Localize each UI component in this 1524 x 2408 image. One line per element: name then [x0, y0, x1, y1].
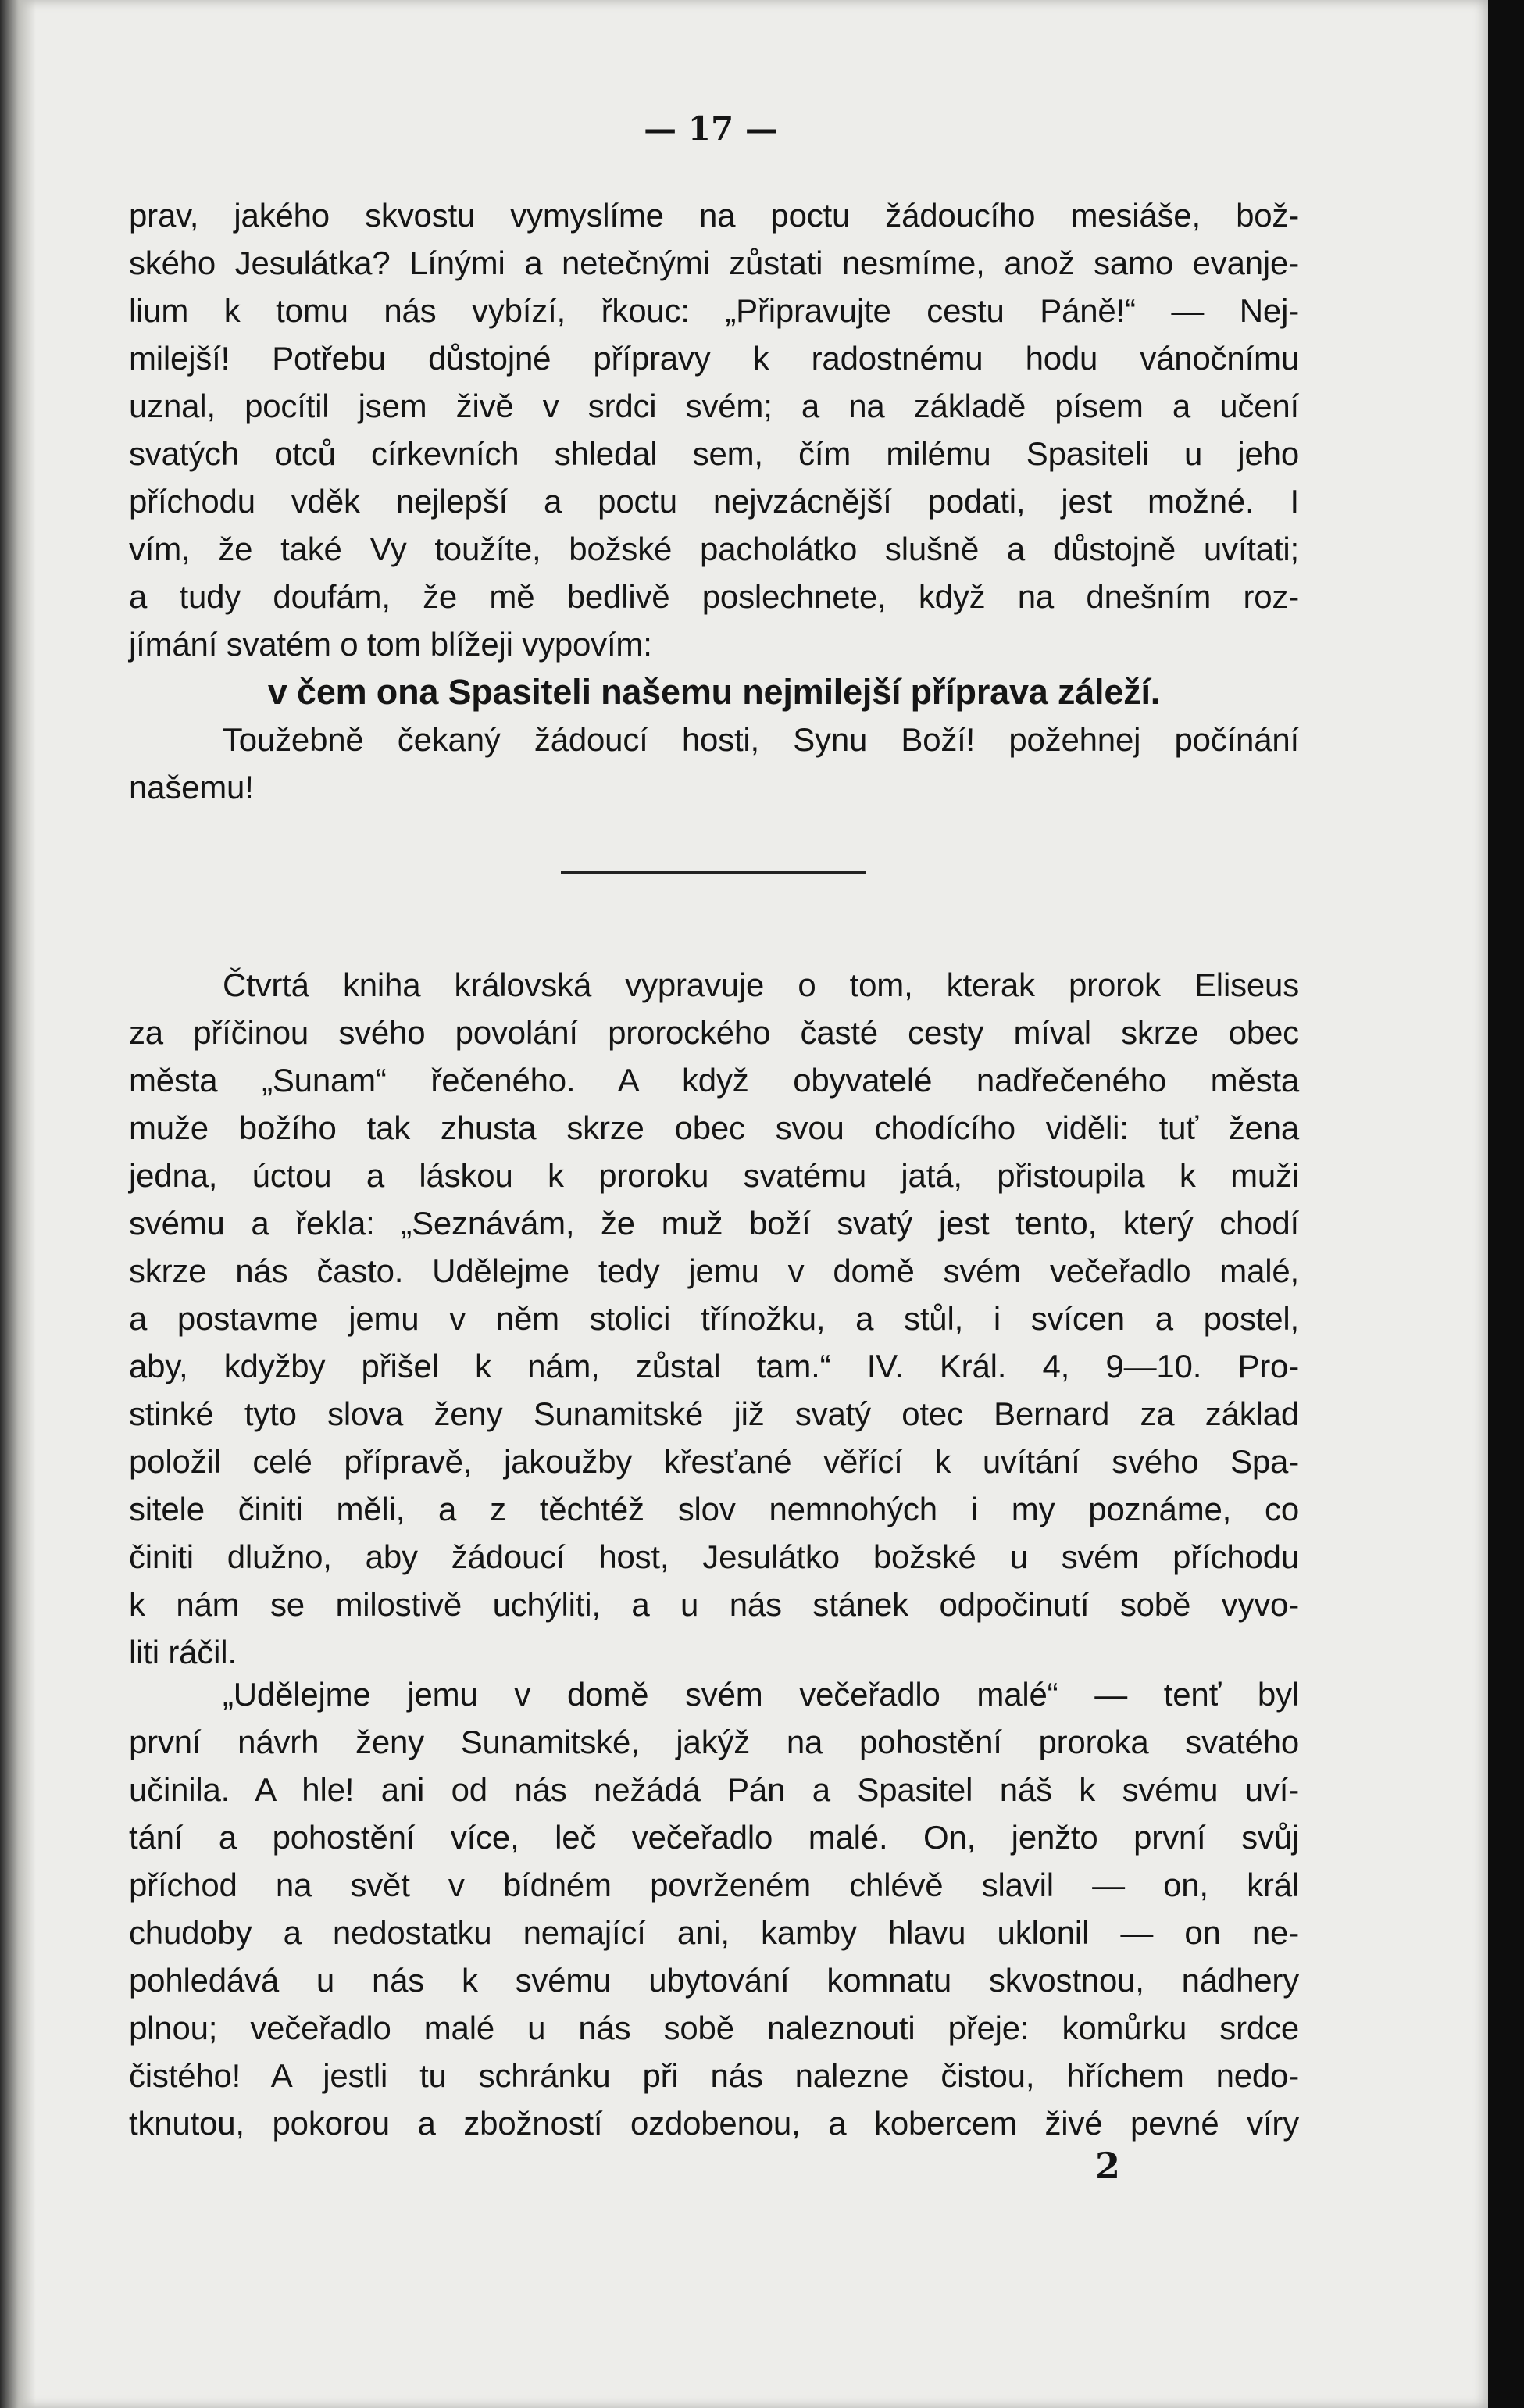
page-number: — 17 —: [644, 109, 778, 148]
text-line: jedna, úctou a láskou k proroku svatému jatá, přistoupila k muži: [129, 1157, 1299, 1194]
text-line: města „Sunam“ řečeného. A když obyvatelé nadřečeného města: [129, 1062, 1299, 1099]
text-line: a tudy doufám, že mě bedlivě poslechnete, když na dnešním roz-: [129, 578, 1299, 615]
text-line: učinila. A hle! ani od nás nežádá Pán a Spasitel náš k svému uví-: [129, 1771, 1299, 1808]
text-line: Čtvrtá kniha královská vypravuje o tom, kterak prorok Eliseus: [223, 966, 1299, 1003]
text-line: první návrh ženy Sunamitské, jakýž na pohostění proroka svatého: [129, 1724, 1299, 1760]
text-line: aby, kdyžby přišel k nám, zůstal tam.“ IV. Král. 4, 9—10. Pro-: [129, 1348, 1299, 1384]
text-line: ského Jesulátka? Línými a netečnými zůstati nesmíme, anož samo evanje-: [129, 245, 1299, 281]
text-line: svému a řekla: „Seznávám, že muž boží svatý jest tento, který chodí: [129, 1205, 1299, 1242]
text-line: liti ráčil.: [129, 1634, 237, 1670]
third-paragraph: [129, 1670, 1299, 2147]
section-divider: [561, 871, 866, 874]
text-line: lium k tomu nás vybízí, řkouc: „Připravujte cestu Páně!“ — Nej-: [129, 292, 1299, 329]
text-line: čistého! A jestli tu schránku při nás nalezne čistou, hříchem nedo-: [129, 2057, 1299, 2094]
section-heading: v čem ona Spasiteli našemu nejmilejší příprava záleží.: [267, 672, 1161, 712]
text-line: plnou; večeřadlo malé u nás sobě naleznouti přeje: komůrku srdce: [129, 2010, 1299, 2046]
text-line: tání a pohostění více, leč večeřadlo malé. On, jenžto první svůj: [129, 1819, 1299, 1856]
text-line: sitele činiti měli, a z těchtéž slov nemnohých i my poznáme, co: [129, 1491, 1299, 1527]
prayer-line: Toužebně čekaný žádoucí hosti, Synu Boží! požehnej počínání: [223, 721, 1299, 758]
text-line: svatých otců církevních shledal sem, čím milému Spasiteli u jeho: [129, 435, 1299, 472]
signature-mark: 2: [1095, 2145, 1121, 2187]
text-line: příchodu vděk nejlepší a poctu nejvzácnější podati, jest možné. I: [129, 483, 1299, 520]
text-line: stinké tyto slova ženy Sunamitské již svatý otec Bernard za základ: [129, 1395, 1299, 1432]
text-line: chudoby a nedostatku nemající ani, kamby hlavu uklonil — on ne-: [129, 1914, 1299, 1951]
text-line: skrze nás často. Udělejme tedy jemu v domě svém večeřadlo malé,: [129, 1252, 1299, 1289]
prayer-line: našemu!: [129, 769, 254, 806]
text-line: tknutou, pokorou a zbožností ozdobenou, a kobercem živé pevné víry: [129, 2105, 1299, 2142]
text-line: vím, že také Vy toužíte, božské pacholátko slušně a důstojně uvítati;: [129, 531, 1299, 567]
opening-paragraph: [129, 191, 1299, 811]
text-line: činiti dlužno, aby žádoucí host, Jesulátko božské u svém příchodu: [129, 1538, 1299, 1575]
text-line: prav, jakého skvostu vymyslíme na poctu žádoucího mesiáše, bož-: [129, 197, 1299, 234]
second-paragraph: [129, 961, 1299, 1676]
text-line: k nám se milostivě uchýliti, a u nás stánek odpočinutí sobě vyvo-: [129, 1586, 1299, 1623]
text-line: milejší! Potřebu důstojné přípravy k radostnému hodu vánočnímu: [129, 340, 1299, 377]
text-line: pohledává u nás k svému ubytování komnatu skvostnou, nádhery: [129, 1962, 1299, 1999]
text-line: jímání svatém o tom blížeji vypovím:: [129, 626, 652, 663]
text-line: a postavme jemu v něm stolici třínožku, a stůl, i svícen a postel,: [129, 1300, 1299, 1337]
text-line: uznal, pocítil jsem živě v srdci svém; a na základě písem a učení: [129, 388, 1299, 424]
text-line: „Udělejme jemu v domě svém večeřadlo malé“ — tenť byl: [223, 1676, 1299, 1713]
binding-shadow: [0, 0, 36, 2408]
text-line: položil celé přípravě, jakoužby křesťané věřící k uvítání svého Spa-: [129, 1443, 1299, 1480]
text-line: příchod na svět v bídném povrženém chlévě slavil — on, král: [129, 1867, 1299, 1903]
text-line: za příčinou svého povolání prorockého časté cesty míval skrze obec: [129, 1014, 1299, 1051]
scan-edge: [1488, 0, 1524, 2408]
text-line: muže božího tak zhusta skrze obec svou chodícího viděli: tuť žena: [129, 1109, 1299, 1146]
